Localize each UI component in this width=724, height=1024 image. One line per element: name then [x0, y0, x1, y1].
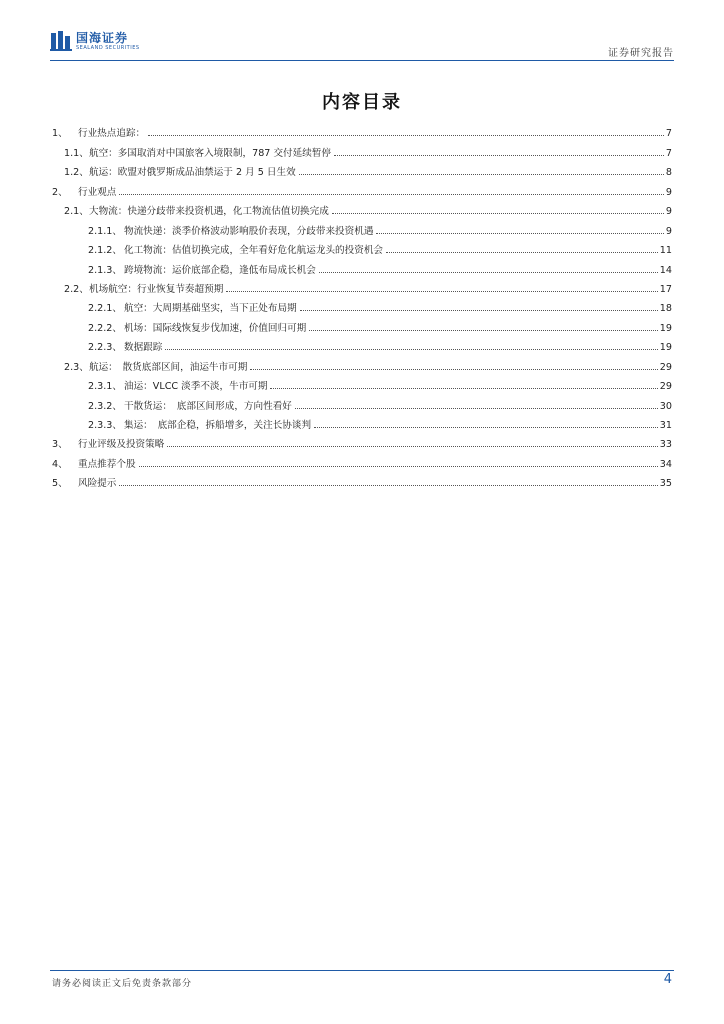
toc-entry[interactable]: [52, 334, 672, 353]
toc-entry[interactable]: [52, 353, 672, 372]
toc-entry-number: 2.2.3、: [88, 342, 123, 354]
toc-entry-number: 1.2、: [64, 167, 89, 179]
toc-entry[interactable]: [52, 373, 672, 392]
toc-entry-page: 14: [659, 264, 672, 276]
toc-entry-page: 19: [659, 322, 672, 334]
toc-leader-dots: [376, 233, 663, 234]
toc-entry-page: 29: [659, 381, 672, 393]
page-number: 4: [663, 972, 672, 987]
toc-entry-number: 2.3.3、: [88, 420, 123, 431]
toc-entry-page: 33: [659, 439, 672, 451]
toc-entry-number: 2、: [52, 186, 68, 198]
toc-leader-dots: [148, 135, 664, 136]
toc-entry-page: 9: [665, 186, 672, 198]
toc-entry-page: 35: [659, 478, 672, 490]
toc-leader-dots: [226, 291, 657, 292]
toc-entry-page: 19: [659, 342, 672, 354]
toc-entry-title: 航空：多国取消对中国旅客入境限制，787 交付延续暂停: [89, 147, 332, 159]
toc-entry-number: 2.1.3、: [88, 264, 123, 276]
toc-leader-dots: [334, 155, 664, 156]
toc-leader-dots: [119, 485, 657, 486]
toc-leader-dots: [270, 388, 657, 389]
report-type-label: 证券研究报告: [608, 48, 674, 59]
toc-entry-number: 3、: [52, 439, 68, 451]
header-divider: [50, 60, 674, 61]
toc-leader-dots: [165, 349, 657, 350]
toc-entry-page: 29: [659, 361, 672, 373]
toc-leader-dots: [250, 369, 657, 370]
toc-entry[interactable]: [52, 314, 672, 333]
toc-entry-number: 2.3.1、: [88, 381, 123, 393]
toc-entry-page: 9: [665, 225, 672, 237]
toc-entry-title: 风险提示: [78, 478, 117, 490]
toc-entry-page: 30: [659, 400, 672, 412]
toc-entry-number: 5、: [52, 478, 68, 490]
toc-entry[interactable]: [52, 256, 672, 275]
toc-entry-title: 重点推荐个股: [78, 458, 136, 470]
toc-entry-page: 9: [665, 206, 672, 218]
toc-entry-title: 数据跟踪: [124, 342, 163, 354]
toc-entry[interactable]: [52, 237, 672, 256]
toc-leader-dots: [332, 213, 664, 214]
toc-entry-title: 机场航空：行业恢复节奏超预期: [89, 283, 224, 295]
toc-entry-title: 航运： 散货底部区间，油运牛市可期: [89, 361, 248, 373]
toc-leader-dots: [295, 408, 658, 409]
toc-entry-title: 集运： 底部企稳，拆船增多，关注长协谈判: [124, 420, 312, 431]
footer-divider: [50, 970, 674, 971]
toc-entry[interactable]: [52, 276, 672, 295]
toc-entry-page: 17: [659, 283, 672, 295]
toc-entry-title: 航运：欧盟对俄罗斯成品油禁运于 2 月 5 日生效: [89, 167, 296, 179]
toc-entry-title: 油运：VLCC 淡季不淡，牛市可期: [124, 381, 268, 393]
toc-entry-number: 2.3.2、: [88, 400, 123, 412]
toc-entry-number: 1.1、: [64, 147, 89, 159]
toc-entry[interactable]: [52, 470, 672, 489]
toc-entry[interactable]: [52, 431, 672, 450]
toc-entry-title: 航空：大周期基础坚实，当下正处布局期: [124, 303, 297, 315]
toc-entry-page: 7: [665, 147, 672, 159]
toc-leader-dots: [386, 252, 658, 253]
toc-entry-number: 4、: [52, 458, 68, 470]
logo-chinese-name: 国海证券: [76, 30, 129, 45]
toc-entry-title: 行业评级及投资策略: [78, 439, 165, 451]
toc-entry[interactable]: [52, 159, 672, 178]
toc-entry-number: 2.2.1、: [88, 303, 123, 315]
toc-entry-page: 8: [665, 167, 672, 179]
table-of-contents: [52, 120, 672, 489]
toc-leader-dots: [299, 174, 664, 175]
toc-leader-dots: [119, 194, 664, 195]
toc-entry[interactable]: [52, 412, 672, 431]
toc-entry-number: 2.1、: [64, 206, 89, 218]
toc-entry-number: 2.2.2、: [88, 322, 123, 334]
toc-entry[interactable]: [52, 217, 672, 236]
toc-entry-number: 2.3、: [64, 361, 89, 373]
toc-entry[interactable]: [52, 139, 672, 158]
toc-entry-page: 34: [659, 458, 672, 470]
logo-english-name: SEALAND SECURITIES: [76, 44, 140, 51]
toc-entry-title: 行业观点: [78, 186, 117, 198]
toc-entry[interactable]: [52, 392, 672, 411]
toc-title: 内容目录: [322, 92, 402, 113]
toc-leader-dots: [319, 272, 658, 273]
toc-entry-title: 干散货运： 底部区间形成，方向性看好: [124, 400, 292, 412]
toc-entry-title: 跨境物流：运价底部企稳，逢低布局成长机会: [124, 264, 316, 276]
toc-entry[interactable]: [52, 178, 672, 197]
toc-entry-page: 11: [659, 245, 672, 257]
toc-entry-page: 18: [659, 303, 672, 315]
footer-disclaimer: 请务必阅读正文后免责条款部分: [52, 979, 193, 989]
toc-entry-page: 7: [665, 128, 672, 140]
toc-leader-dots: [167, 446, 657, 447]
toc-entry-title: 机场：国际线恢复步伐加速，价值回归可期: [124, 322, 307, 334]
toc-entry[interactable]: [52, 295, 672, 314]
toc-leader-dots: [314, 427, 658, 428]
toc-entry-title: 化工物流：估值切换完成，全年看好危化航运龙头的投资机会: [124, 245, 384, 257]
toc-entry-number: 2.1.2、: [88, 245, 123, 257]
toc-leader-dots: [300, 310, 658, 311]
toc-entry[interactable]: [52, 450, 672, 469]
page-header: [50, 28, 674, 60]
toc-leader-dots: [309, 330, 658, 331]
toc-entry[interactable]: [52, 198, 672, 217]
company-logo: [50, 30, 140, 52]
toc-entry-title: 大物流：快递分歧带来投资机遇，化工物流估值切换完成: [89, 206, 329, 218]
toc-leader-dots: [139, 466, 658, 467]
toc-entry-title: 行业热点追踪：: [78, 128, 146, 140]
toc-entry-number: 2.2、: [64, 283, 89, 295]
toc-entry-number: 1、: [52, 128, 68, 140]
sealand-logo-icon: [50, 30, 72, 52]
toc-entry-page: 31: [659, 420, 672, 431]
toc-entry-number: 2.1.1、: [88, 225, 123, 237]
toc-entry-title: 物流快递：淡季价格波动影响股价表现，分歧带来投资机遇: [124, 225, 374, 237]
toc-entry[interactable]: [52, 120, 672, 139]
